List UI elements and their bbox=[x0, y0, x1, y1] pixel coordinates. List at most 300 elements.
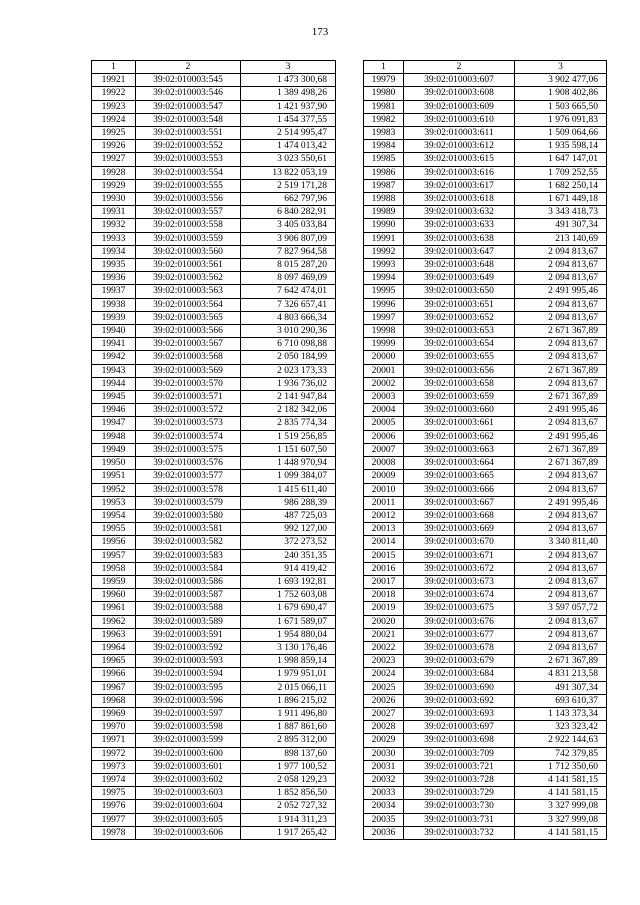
value-cell: 1 671 449,18 bbox=[515, 193, 607, 206]
value-cell: 1 647 147,01 bbox=[515, 153, 607, 166]
cadastral-number-cell: 39:02:010003:656 bbox=[404, 364, 515, 377]
value-cell: 1 143 373,34 bbox=[515, 707, 607, 720]
row-number-cell: 19945 bbox=[92, 391, 136, 404]
row-number-cell: 20011 bbox=[364, 496, 404, 509]
row-number-cell: 19953 bbox=[92, 496, 136, 509]
value-cell: 2 094 813,67 bbox=[515, 615, 607, 628]
row-number-cell: 19922 bbox=[92, 87, 136, 100]
value-cell: 1 503 665,50 bbox=[515, 100, 607, 113]
row-number-cell: 19971 bbox=[92, 734, 136, 747]
value-cell: 1 935 598,14 bbox=[515, 140, 607, 153]
row-number-cell: 19989 bbox=[364, 206, 404, 219]
table-row bbox=[92, 87, 336, 100]
table-row bbox=[364, 787, 607, 800]
value-cell: 1 473 300,68 bbox=[241, 74, 336, 87]
cadastral-number-cell: 39:02:010003:584 bbox=[136, 562, 241, 575]
cadastral-number-cell: 39:02:010003:612 bbox=[404, 140, 515, 153]
cadastral-number-cell: 39:02:010003:593 bbox=[136, 655, 241, 668]
cadastral-number-cell: 39:02:010003:581 bbox=[136, 523, 241, 536]
table-row bbox=[92, 536, 336, 549]
cadastral-number-cell: 39:02:010003:663 bbox=[404, 443, 515, 456]
value-cell: 3 906 807,09 bbox=[241, 232, 336, 245]
value-cell: 2 094 813,67 bbox=[515, 562, 607, 575]
row-number-cell: 19943 bbox=[92, 364, 136, 377]
table-row bbox=[364, 734, 607, 747]
cadastral-number-cell: 39:02:010003:551 bbox=[136, 127, 241, 140]
table-row bbox=[364, 483, 607, 496]
value-cell: 2 052 727,32 bbox=[241, 800, 336, 813]
table-row bbox=[364, 127, 607, 140]
value-cell: 2 671 367,89 bbox=[515, 391, 607, 404]
table-row bbox=[92, 140, 336, 153]
row-number-cell: 19924 bbox=[92, 113, 136, 126]
table-row bbox=[364, 536, 607, 549]
row-number-cell: 20012 bbox=[364, 509, 404, 522]
row-number-cell: 19930 bbox=[92, 193, 136, 206]
value-cell: 2 094 813,67 bbox=[515, 259, 607, 272]
value-cell: 1 979 951,01 bbox=[241, 668, 336, 681]
table-row bbox=[92, 193, 336, 206]
value-cell: 1 712 350,60 bbox=[515, 760, 607, 773]
value-cell: 2 094 813,67 bbox=[515, 245, 607, 258]
column-header-3: 3 bbox=[241, 61, 336, 74]
cadastral-number-cell: 39:02:010003:658 bbox=[404, 377, 515, 390]
cadastral-number-cell: 39:02:010003:611 bbox=[404, 127, 515, 140]
table-row bbox=[92, 100, 336, 113]
table-row bbox=[364, 272, 607, 285]
table-header-row bbox=[92, 61, 336, 74]
row-number-cell: 19951 bbox=[92, 470, 136, 483]
cadastral-number-cell: 39:02:010003:667 bbox=[404, 496, 515, 509]
column-header-1: 1 bbox=[92, 61, 136, 74]
table-row bbox=[364, 813, 607, 826]
row-number-cell: 20028 bbox=[364, 721, 404, 734]
cadastral-number-cell: 39:02:010003:601 bbox=[136, 760, 241, 773]
row-number-cell: 20022 bbox=[364, 641, 404, 654]
table-row bbox=[364, 179, 607, 192]
row-number-cell: 19941 bbox=[92, 338, 136, 351]
table-row bbox=[92, 417, 336, 430]
value-cell: 992 127,00 bbox=[241, 523, 336, 536]
table-row bbox=[364, 628, 607, 641]
value-cell: 2 671 367,89 bbox=[515, 364, 607, 377]
value-cell: 742 379,85 bbox=[515, 747, 607, 760]
table-header-row bbox=[364, 61, 607, 74]
row-number-cell: 19923 bbox=[92, 100, 136, 113]
table-row bbox=[364, 219, 607, 232]
table-row bbox=[92, 589, 336, 602]
table-row bbox=[364, 681, 607, 694]
cadastral-number-cell: 39:02:010003:545 bbox=[136, 74, 241, 87]
cadastral-number-cell: 39:02:010003:617 bbox=[404, 179, 515, 192]
value-cell: 3 597 057,72 bbox=[515, 602, 607, 615]
cadastral-number-cell: 39:02:010003:586 bbox=[136, 575, 241, 588]
row-number-cell: 20023 bbox=[364, 655, 404, 668]
cadastral-number-cell: 39:02:010003:653 bbox=[404, 325, 515, 338]
row-number-cell: 20032 bbox=[364, 773, 404, 786]
value-cell: 1 914 311,23 bbox=[241, 813, 336, 826]
table-row bbox=[92, 127, 336, 140]
cadastral-number-cell: 39:02:010003:560 bbox=[136, 245, 241, 258]
row-number-cell: 19970 bbox=[92, 721, 136, 734]
cadastral-number-cell: 39:02:010003:618 bbox=[404, 193, 515, 206]
value-cell: 2 141 947,84 bbox=[241, 391, 336, 404]
row-number-cell: 19992 bbox=[364, 245, 404, 258]
value-cell: 2 094 813,67 bbox=[515, 272, 607, 285]
value-cell: 3 130 176,46 bbox=[241, 641, 336, 654]
row-number-cell: 19997 bbox=[364, 311, 404, 324]
value-cell: 1 752 603,08 bbox=[241, 589, 336, 602]
row-number-cell: 20027 bbox=[364, 707, 404, 720]
table-row bbox=[364, 602, 607, 615]
row-number-cell: 19950 bbox=[92, 457, 136, 470]
cadastral-number-cell: 39:02:010003:672 bbox=[404, 562, 515, 575]
value-cell: 323 323,42 bbox=[515, 721, 607, 734]
cadastral-number-cell: 39:02:010003:660 bbox=[404, 404, 515, 417]
value-cell: 2 895 312,00 bbox=[241, 734, 336, 747]
cadastral-number-cell: 39:02:010003:670 bbox=[404, 536, 515, 549]
row-number-cell: 19925 bbox=[92, 127, 136, 140]
value-cell: 1 954 880,04 bbox=[241, 628, 336, 641]
cadastral-number-cell: 39:02:010003:591 bbox=[136, 628, 241, 641]
row-number-cell: 19964 bbox=[92, 641, 136, 654]
cadastral-number-cell: 39:02:010003:677 bbox=[404, 628, 515, 641]
row-number-cell: 20001 bbox=[364, 364, 404, 377]
row-number-cell: 20006 bbox=[364, 430, 404, 443]
row-number-cell: 19969 bbox=[92, 707, 136, 720]
cadastral-number-cell: 39:02:010003:575 bbox=[136, 443, 241, 456]
row-number-cell: 19987 bbox=[364, 179, 404, 192]
row-number-cell: 19959 bbox=[92, 575, 136, 588]
cadastral-number-cell: 39:02:010003:556 bbox=[136, 193, 241, 206]
row-number-cell: 20030 bbox=[364, 747, 404, 760]
cadastral-number-cell: 39:02:010003:671 bbox=[404, 549, 515, 562]
cadastral-number-cell: 39:02:010003:732 bbox=[404, 826, 515, 839]
table-row bbox=[92, 760, 336, 773]
value-cell: 1 151 607,50 bbox=[241, 443, 336, 456]
table-row bbox=[92, 628, 336, 641]
row-number-cell: 20000 bbox=[364, 351, 404, 364]
cadastral-number-cell: 39:02:010003:572 bbox=[136, 404, 241, 417]
value-cell: 2 094 813,67 bbox=[515, 470, 607, 483]
value-cell: 2 491 995,46 bbox=[515, 496, 607, 509]
cadastral-number-cell: 39:02:010003:697 bbox=[404, 721, 515, 734]
row-number-cell: 19955 bbox=[92, 523, 136, 536]
row-number-cell: 19977 bbox=[92, 813, 136, 826]
table-row bbox=[92, 721, 336, 734]
value-cell: 3 023 550,61 bbox=[241, 153, 336, 166]
value-cell: 240 351,35 bbox=[241, 549, 336, 562]
value-cell: 2 491 995,46 bbox=[515, 404, 607, 417]
table-row bbox=[92, 747, 336, 760]
table-row bbox=[364, 193, 607, 206]
cadastral-number-cell: 39:02:010003:676 bbox=[404, 615, 515, 628]
row-number-cell: 19932 bbox=[92, 219, 136, 232]
table-row bbox=[92, 391, 336, 404]
value-cell: 2 094 813,67 bbox=[515, 509, 607, 522]
row-number-cell: 20024 bbox=[364, 668, 404, 681]
cadastral-number-cell: 39:02:010003:730 bbox=[404, 800, 515, 813]
cadastral-number-cell: 39:02:010003:552 bbox=[136, 140, 241, 153]
table-row bbox=[364, 721, 607, 734]
table-row bbox=[92, 641, 336, 654]
cadastral-number-cell: 39:02:010003:662 bbox=[404, 430, 515, 443]
cadastral-number-cell: 39:02:010003:561 bbox=[136, 259, 241, 272]
row-number-cell: 20010 bbox=[364, 483, 404, 496]
table-row bbox=[364, 417, 607, 430]
value-cell: 1 474 013,42 bbox=[241, 140, 336, 153]
value-cell: 2 182 342,06 bbox=[241, 404, 336, 417]
table-row bbox=[364, 747, 607, 760]
cadastral-number-cell: 39:02:010003:599 bbox=[136, 734, 241, 747]
cadastral-number-cell: 39:02:010003:595 bbox=[136, 681, 241, 694]
cadastral-number-cell: 39:02:010003:605 bbox=[136, 813, 241, 826]
row-number-cell: 20007 bbox=[364, 443, 404, 456]
cadastral-number-cell: 39:02:010003:592 bbox=[136, 641, 241, 654]
value-cell: 2 023 173,33 bbox=[241, 364, 336, 377]
value-cell: 4 141 581,15 bbox=[515, 826, 607, 839]
row-number-cell: 20013 bbox=[364, 523, 404, 536]
cadastral-number-cell: 39:02:010003:555 bbox=[136, 179, 241, 192]
value-cell: 2 922 144,63 bbox=[515, 734, 607, 747]
row-number-cell: 19931 bbox=[92, 206, 136, 219]
cadastral-number-cell: 39:02:010003:721 bbox=[404, 760, 515, 773]
table-row bbox=[92, 575, 336, 588]
table-row bbox=[92, 206, 336, 219]
value-cell: 898 137,60 bbox=[241, 747, 336, 760]
cadastral-number-cell: 39:02:010003:675 bbox=[404, 602, 515, 615]
value-cell: 491 307,34 bbox=[515, 219, 607, 232]
row-number-cell: 20021 bbox=[364, 628, 404, 641]
cadastral-number-cell: 39:02:010003:596 bbox=[136, 694, 241, 707]
row-number-cell: 19926 bbox=[92, 140, 136, 153]
cadastral-number-cell: 39:02:010003:666 bbox=[404, 483, 515, 496]
table-row bbox=[364, 655, 607, 668]
cadastral-number-cell: 39:02:010003:698 bbox=[404, 734, 515, 747]
page-number: 173 bbox=[311, 26, 329, 38]
row-number-cell: 19961 bbox=[92, 602, 136, 615]
value-cell: 1 509 064,66 bbox=[515, 127, 607, 140]
row-number-cell: 20018 bbox=[364, 589, 404, 602]
table-row bbox=[92, 351, 336, 364]
table-row bbox=[364, 694, 607, 707]
row-number-cell: 19991 bbox=[364, 232, 404, 245]
value-cell: 1 415 611,40 bbox=[241, 483, 336, 496]
cadastral-number-cell: 39:02:010003:594 bbox=[136, 668, 241, 681]
value-cell: 7 326 657,41 bbox=[241, 298, 336, 311]
cadastral-number-cell: 39:02:010003:577 bbox=[136, 470, 241, 483]
value-cell: 1 908 402,86 bbox=[515, 87, 607, 100]
value-cell: 487 725,03 bbox=[241, 509, 336, 522]
cadastral-number-cell: 39:02:010003:597 bbox=[136, 707, 241, 720]
cadastral-number-cell: 39:02:010003:610 bbox=[404, 113, 515, 126]
table-row bbox=[364, 391, 607, 404]
row-number-cell: 19927 bbox=[92, 153, 136, 166]
cadastral-number-cell: 39:02:010003:693 bbox=[404, 707, 515, 720]
cadastral-number-cell: 39:02:010003:651 bbox=[404, 298, 515, 311]
row-number-cell: 20002 bbox=[364, 377, 404, 390]
table-row bbox=[364, 113, 607, 126]
table-row bbox=[364, 100, 607, 113]
value-cell: 7 642 474,01 bbox=[241, 285, 336, 298]
cadastral-number-cell: 39:02:010003:548 bbox=[136, 113, 241, 126]
value-cell: 1 448 970,94 bbox=[241, 457, 336, 470]
row-number-cell: 19946 bbox=[92, 404, 136, 417]
table-row bbox=[92, 298, 336, 311]
row-number-cell: 20020 bbox=[364, 615, 404, 628]
value-cell: 4 141 581,15 bbox=[515, 773, 607, 786]
row-number-cell: 19933 bbox=[92, 232, 136, 245]
value-cell: 3 327 999,08 bbox=[515, 800, 607, 813]
table-row bbox=[364, 562, 607, 575]
column-header-3: 3 bbox=[515, 61, 607, 74]
row-number-cell: 19936 bbox=[92, 272, 136, 285]
cadastral-number-cell: 39:02:010003:665 bbox=[404, 470, 515, 483]
value-cell: 1 998 859,14 bbox=[241, 655, 336, 668]
cadastral-number-cell: 39:02:010003:589 bbox=[136, 615, 241, 628]
cadastral-number-cell: 39:02:010003:568 bbox=[136, 351, 241, 364]
row-number-cell: 19958 bbox=[92, 562, 136, 575]
value-cell: 2 094 813,67 bbox=[515, 338, 607, 351]
row-number-cell: 19972 bbox=[92, 747, 136, 760]
cadastral-number-cell: 39:02:010003:652 bbox=[404, 311, 515, 324]
row-number-cell: 20033 bbox=[364, 787, 404, 800]
table-row bbox=[92, 74, 336, 87]
table-row bbox=[92, 602, 336, 615]
row-number-cell: 20009 bbox=[364, 470, 404, 483]
value-cell: 8 097 469,09 bbox=[241, 272, 336, 285]
table-row bbox=[92, 311, 336, 324]
table-row bbox=[92, 470, 336, 483]
row-number-cell: 19965 bbox=[92, 655, 136, 668]
cadastral-number-cell: 39:02:010003:600 bbox=[136, 747, 241, 760]
cadastral-number-cell: 39:02:010003:649 bbox=[404, 272, 515, 285]
table-row bbox=[92, 457, 336, 470]
table-row bbox=[92, 245, 336, 258]
table-row bbox=[92, 562, 336, 575]
value-cell: 3 010 290,36 bbox=[241, 325, 336, 338]
table-row bbox=[364, 404, 607, 417]
cadastral-number-cell: 39:02:010003:588 bbox=[136, 602, 241, 615]
cadastral-number-cell: 39:02:010003:655 bbox=[404, 351, 515, 364]
cadastral-number-cell: 39:02:010003:684 bbox=[404, 668, 515, 681]
row-number-cell: 20003 bbox=[364, 391, 404, 404]
value-cell: 2 519 171,28 bbox=[241, 179, 336, 192]
table-row bbox=[364, 285, 607, 298]
cadastral-number-cell: 39:02:010003:669 bbox=[404, 523, 515, 536]
cadastral-number-cell: 39:02:010003:616 bbox=[404, 166, 515, 179]
table-row bbox=[364, 364, 607, 377]
value-cell: 3 902 477,06 bbox=[515, 74, 607, 87]
cadastral-number-cell: 39:02:010003:647 bbox=[404, 245, 515, 258]
table-row bbox=[92, 166, 336, 179]
row-number-cell: 19976 bbox=[92, 800, 136, 813]
table-row bbox=[92, 734, 336, 747]
value-cell: 2 671 367,89 bbox=[515, 457, 607, 470]
row-number-cell: 19995 bbox=[364, 285, 404, 298]
table-row bbox=[364, 641, 607, 654]
cadastral-number-cell: 39:02:010003:565 bbox=[136, 311, 241, 324]
cadastral-number-cell: 39:02:010003:564 bbox=[136, 298, 241, 311]
row-number-cell: 19947 bbox=[92, 417, 136, 430]
row-number-cell: 20025 bbox=[364, 681, 404, 694]
value-cell: 7 827 964,58 bbox=[241, 245, 336, 258]
row-number-cell: 19967 bbox=[92, 681, 136, 694]
cadastral-number-cell: 39:02:010003:674 bbox=[404, 589, 515, 602]
row-number-cell: 19968 bbox=[92, 694, 136, 707]
row-number-cell: 19988 bbox=[364, 193, 404, 206]
value-cell: 2 094 813,67 bbox=[515, 483, 607, 496]
value-cell: 1 679 690,47 bbox=[241, 602, 336, 615]
cadastral-number-cell: 39:02:010003:692 bbox=[404, 694, 515, 707]
value-cell: 4 803 666,34 bbox=[241, 311, 336, 324]
register-table-left bbox=[91, 60, 336, 840]
cadastral-number-cell: 39:02:010003:650 bbox=[404, 285, 515, 298]
value-cell: 2 491 995,46 bbox=[515, 430, 607, 443]
column-header-2: 2 bbox=[404, 61, 515, 74]
cadastral-number-cell: 39:02:010003:632 bbox=[404, 206, 515, 219]
value-cell: 13 822 053,19 bbox=[241, 166, 336, 179]
value-cell: 1 709 252,55 bbox=[515, 166, 607, 179]
row-number-cell: 19937 bbox=[92, 285, 136, 298]
table-row bbox=[364, 259, 607, 272]
table-row bbox=[92, 773, 336, 786]
cadastral-number-cell: 39:02:010003:562 bbox=[136, 272, 241, 285]
row-number-cell: 20017 bbox=[364, 575, 404, 588]
table-row bbox=[364, 377, 607, 390]
table-row bbox=[364, 509, 607, 522]
table-row bbox=[92, 113, 336, 126]
table-row bbox=[364, 351, 607, 364]
row-number-cell: 19921 bbox=[92, 74, 136, 87]
table-row bbox=[92, 179, 336, 192]
table-row bbox=[364, 523, 607, 536]
cadastral-number-cell: 39:02:010003:569 bbox=[136, 364, 241, 377]
value-cell: 1 887 861,60 bbox=[241, 721, 336, 734]
table-row bbox=[92, 232, 336, 245]
cadastral-number-cell: 39:02:010003:690 bbox=[404, 681, 515, 694]
row-number-cell: 19962 bbox=[92, 615, 136, 628]
row-number-cell: 19982 bbox=[364, 113, 404, 126]
value-cell: 986 288,39 bbox=[241, 496, 336, 509]
cadastral-number-cell: 39:02:010003:607 bbox=[404, 74, 515, 87]
row-number-cell: 19940 bbox=[92, 325, 136, 338]
cadastral-number-cell: 39:02:010003:609 bbox=[404, 100, 515, 113]
cadastral-number-cell: 39:02:010003:567 bbox=[136, 338, 241, 351]
row-number-cell: 19929 bbox=[92, 179, 136, 192]
cadastral-number-cell: 39:02:010003:598 bbox=[136, 721, 241, 734]
cadastral-number-cell: 39:02:010003:633 bbox=[404, 219, 515, 232]
cadastral-number-cell: 39:02:010003:574 bbox=[136, 430, 241, 443]
cadastral-number-cell: 39:02:010003:573 bbox=[136, 417, 241, 430]
table-row bbox=[364, 773, 607, 786]
table-row bbox=[92, 787, 336, 800]
table-row bbox=[364, 232, 607, 245]
value-cell: 8 015 287,20 bbox=[241, 259, 336, 272]
value-cell: 2 671 367,89 bbox=[515, 655, 607, 668]
cadastral-number-cell: 39:02:010003:638 bbox=[404, 232, 515, 245]
value-cell: 1 936 736,02 bbox=[241, 377, 336, 390]
table-row bbox=[364, 430, 607, 443]
cadastral-number-cell: 39:02:010003:580 bbox=[136, 509, 241, 522]
table-row bbox=[364, 74, 607, 87]
value-cell: 3 340 811,40 bbox=[515, 536, 607, 549]
table-row bbox=[92, 404, 336, 417]
table-row bbox=[92, 800, 336, 813]
row-number-cell: 19996 bbox=[364, 298, 404, 311]
table-row bbox=[364, 668, 607, 681]
value-cell: 2 491 995,46 bbox=[515, 285, 607, 298]
